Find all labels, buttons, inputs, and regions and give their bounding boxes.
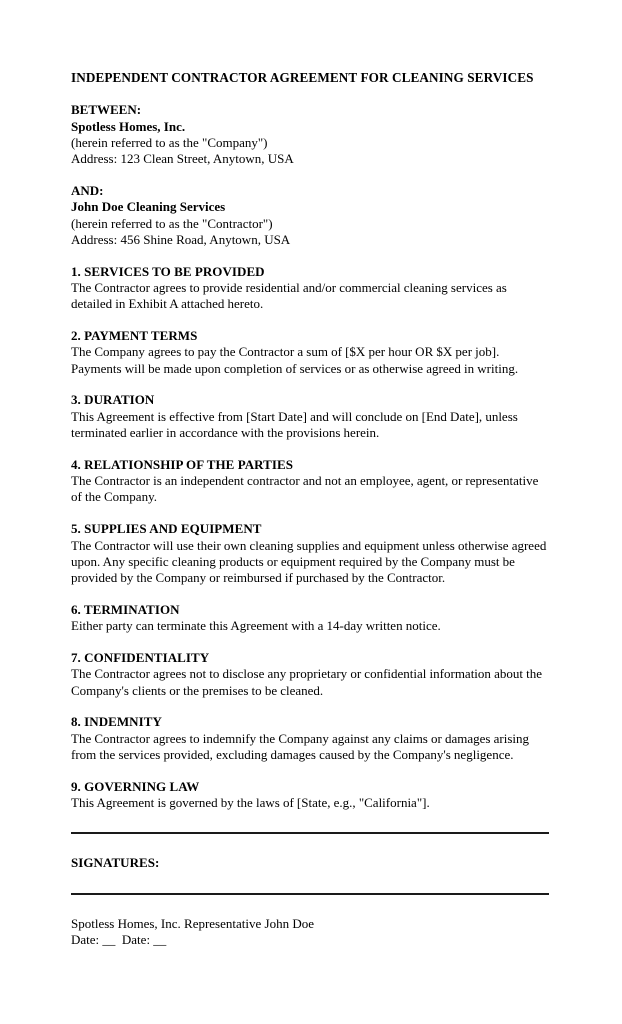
signatures-label: SIGNATURES: [71, 855, 160, 871]
section-heading: 9. GOVERNING LAW [71, 778, 200, 794]
document-body [71, 70, 549, 948]
signature-names-line: Spotless Homes, Inc. Representative John Doe [71, 915, 314, 931]
section-body: The Contractor agrees not to disclose any proprietary or confidential information about the Company's clients or the premises to be cleaned. [71, 666, 542, 698]
section-body: The Contractor agrees to indemnify the Company against any claims or damages arising from the services provided, excluding damages caused by the Company's negligence. [71, 730, 530, 762]
section-1 [71, 264, 549, 313]
contractor-address: Address: 456 Shine Road, Anytown, USA [71, 231, 291, 247]
section-heading: 2. PAYMENT TERMS [71, 328, 198, 344]
section-heading: 5. SUPPLIES AND EQUIPMENT [71, 521, 262, 537]
section-body: The Contractor is an independent contractor and not an employee, agent, or representative of the Company. [71, 473, 539, 505]
section-body: Either party can terminate this Agreement with a 14-day written notice. [71, 618, 441, 634]
signature-divider-bottom [71, 893, 549, 895]
company-address: Address: 123 Clean Street, Anytown, USA [71, 151, 294, 167]
section-body: The Contractor agrees to provide residential and/or commercial cleaning services as detailed in Exhibit A attached hereto. [71, 279, 507, 312]
section-heading: 7. CONFIDENTIALITY [71, 650, 210, 666]
section-8 [71, 714, 549, 763]
signature-divider-top [71, 832, 549, 834]
contractor-name: John Doe Cleaning Services [71, 199, 226, 215]
section-heading: 4. RELATIONSHIP OF THE PARTIES [71, 456, 293, 472]
section-7 [71, 650, 549, 699]
between-label: BETWEEN: [71, 102, 142, 118]
and-label: AND: [71, 182, 104, 198]
contractor-reference: (herein referred to as the "Contractor") [71, 215, 273, 231]
section-body: The Contractor will use their own cleaning supplies and equipment unless otherwise agreed upon. Any specific cleaning products or equipment required by the Company must be provided by the Company or reimbursed if purchased by the Contractor. [71, 537, 547, 586]
section-body: This Agreement is effective from [Start Date] and will conclude on [End Date], unless terminated earlier in accordance with the provisions herein. [71, 408, 518, 441]
section-6 [71, 602, 549, 635]
section-2 [71, 328, 549, 377]
section-heading: 8. INDEMNITY [71, 714, 162, 730]
company-name: Spotless Homes, Inc. [71, 118, 186, 134]
section-heading: 1. SERVICES TO BE PROVIDED [71, 263, 265, 279]
section-heading: 6. TERMINATION [71, 601, 180, 617]
section-4 [71, 457, 549, 506]
section-5 [71, 521, 549, 586]
section-body: This Agreement is governed by the laws of [State, e.g., "California"]. [71, 795, 430, 811]
section-3 [71, 392, 549, 441]
section-9 [71, 779, 549, 812]
parties-contractor-block [71, 183, 549, 248]
document-title: INDEPENDENT CONTRACTOR AGREEMENT FOR CLEANING SERVICES [71, 70, 534, 85]
signature-dates-line: Date: __ Date: __ [71, 931, 167, 947]
section-body: The Company agrees to pay the Contractor a sum of [$X per hour OR $X per job]. Payments will be made upon completion of services or as otherwise agreed in writing. [71, 344, 519, 376]
section-heading: 3. DURATION [71, 392, 155, 408]
company-reference: (herein referred to as the "Company") [71, 134, 268, 150]
parties-company-block [71, 102, 549, 167]
